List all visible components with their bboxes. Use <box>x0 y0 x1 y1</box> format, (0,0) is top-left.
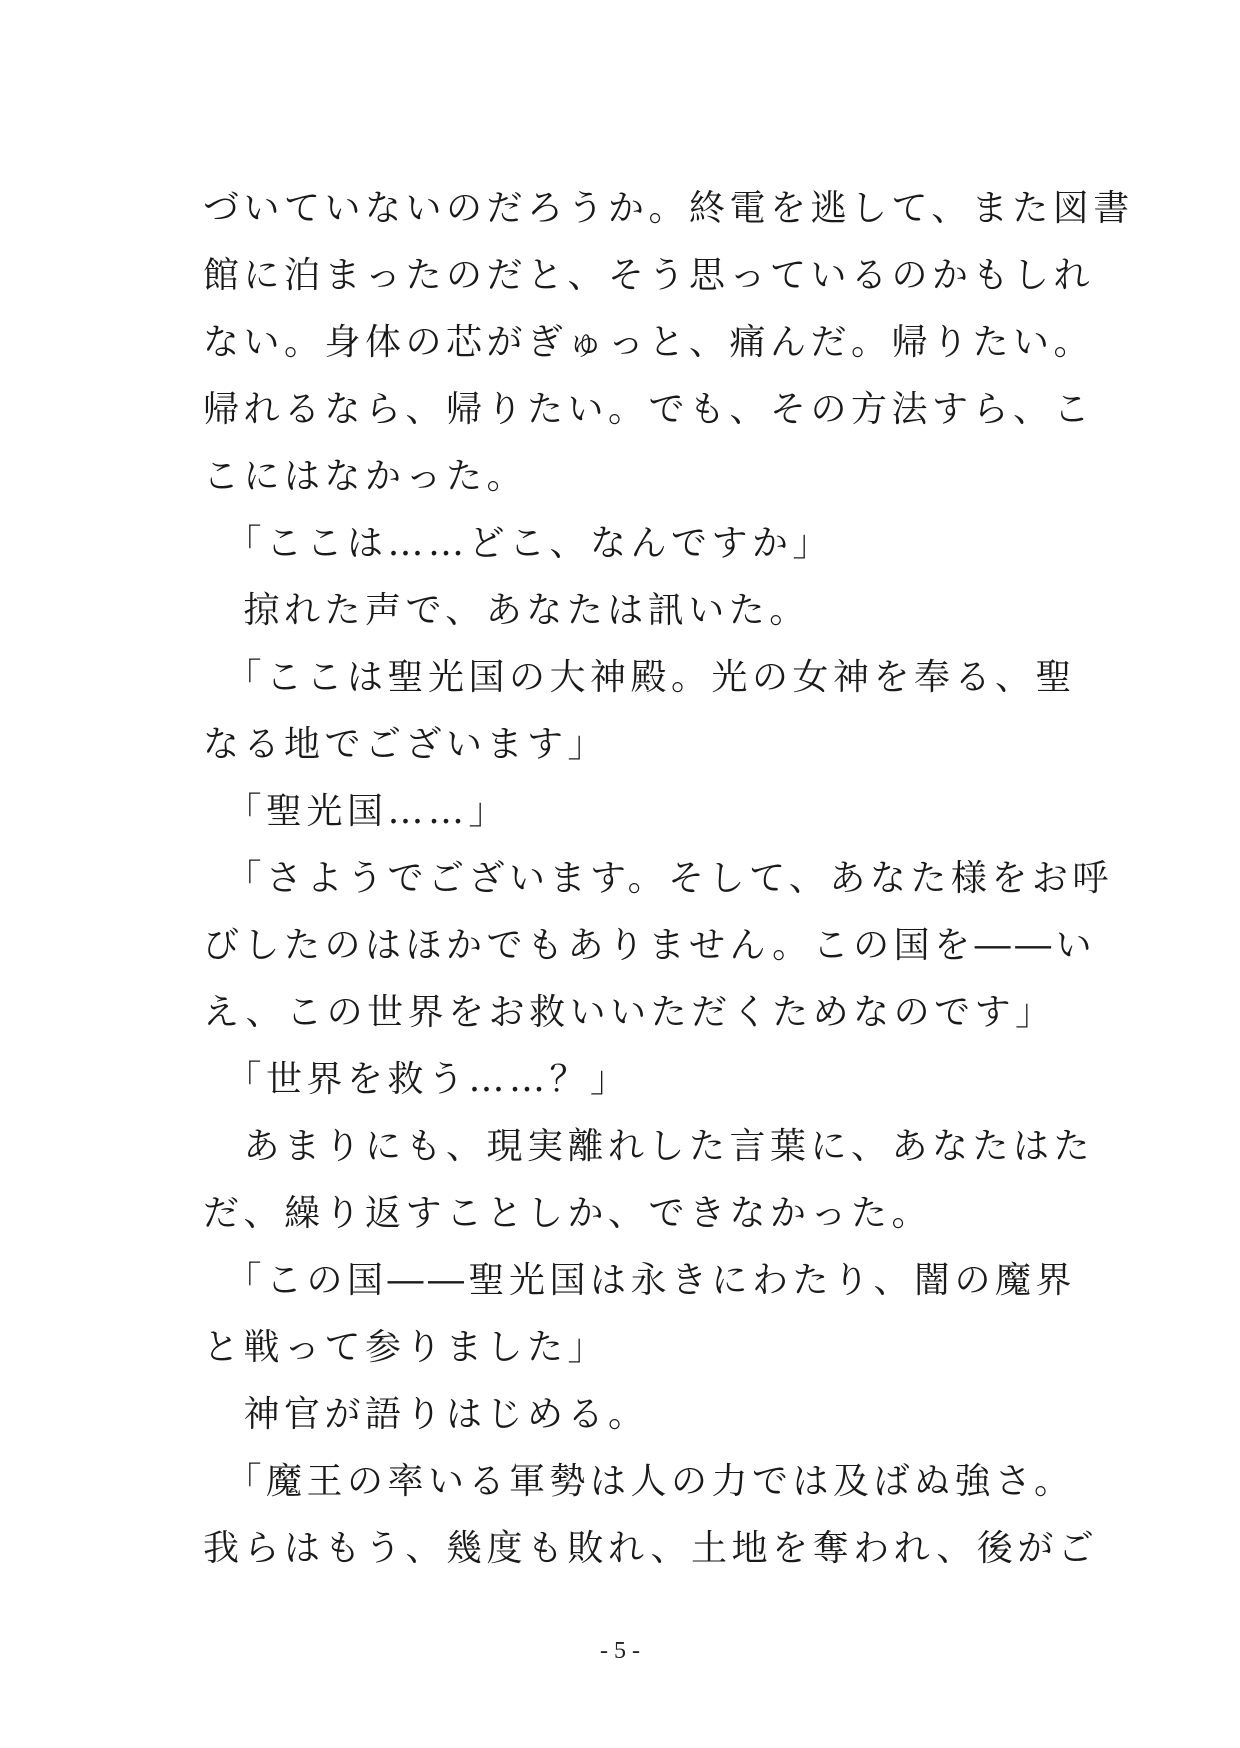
text-line: え、この世界をお救いいただくためなのです」 <box>203 992 1056 1033</box>
text-line: びしたのはほかでもありません。この国を――い <box>203 925 1097 966</box>
body-text <box>203 175 1134 1582</box>
text-line: 掠れた声で、あなたは訊いた。 <box>203 590 810 631</box>
text-line: 「この国――聖光国は永きにわたり、闇の魔界 <box>203 1260 1077 1301</box>
text-line: あまりにも、現実離れした言葉に、あなたはた <box>203 1126 1095 1167</box>
text-line: 「ここは……どこ、なんですか」 <box>203 523 834 564</box>
paragraph <box>203 577 1043 644</box>
paragraph <box>203 510 1043 577</box>
text-line: 「ここは聖光国の大神殿。光の女神を奉る、聖 <box>203 657 1077 698</box>
paragraph <box>203 1381 1043 1448</box>
text-line: 「世界を救う……？」 <box>203 1059 631 1100</box>
text-line: だ、繰り返すことしか、できなかった。 <box>203 1193 933 1234</box>
text-line: 館に泊まったのだと、そう思っているのかもしれ <box>203 255 1095 296</box>
text-line: 「魔王の率いる軍勢は人の力では及ばぬ強さ。 <box>203 1461 1075 1502</box>
paragraph <box>203 1448 1099 1582</box>
text-line: 「さようでございます。そして、あなた様をお呼 <box>203 858 1113 899</box>
paragraph <box>203 778 1043 845</box>
text-line: 「聖光国……」 <box>203 791 510 832</box>
text-line: なる地でございます」 <box>203 724 609 765</box>
text-line: 神官が語りはじめる。 <box>203 1394 649 1435</box>
paragraph <box>203 1046 1043 1113</box>
paragraph <box>203 175 1134 510</box>
paragraph <box>203 1113 1095 1247</box>
text-line: 帰れるなら、帰りたい。でも、その方法すら、こ <box>203 389 1095 430</box>
text-line: 我らはもう、幾度も敗れ、土地を奪われ、後がご <box>203 1528 1099 1569</box>
page-number: - 5 - <box>600 1638 640 1664</box>
text-line: ない。身体の芯がぎゅっと、痛んだ。帰りたい。 <box>203 322 1095 363</box>
paragraph <box>203 1247 1077 1381</box>
text-line: こにはなかった。 <box>203 456 528 497</box>
paragraph <box>203 845 1113 1046</box>
paragraph <box>203 644 1077 778</box>
text-line: づいていないのだろうか。終電を逃して、また図書 <box>203 188 1134 229</box>
text-line: と戦って参りました」 <box>203 1327 609 1368</box>
